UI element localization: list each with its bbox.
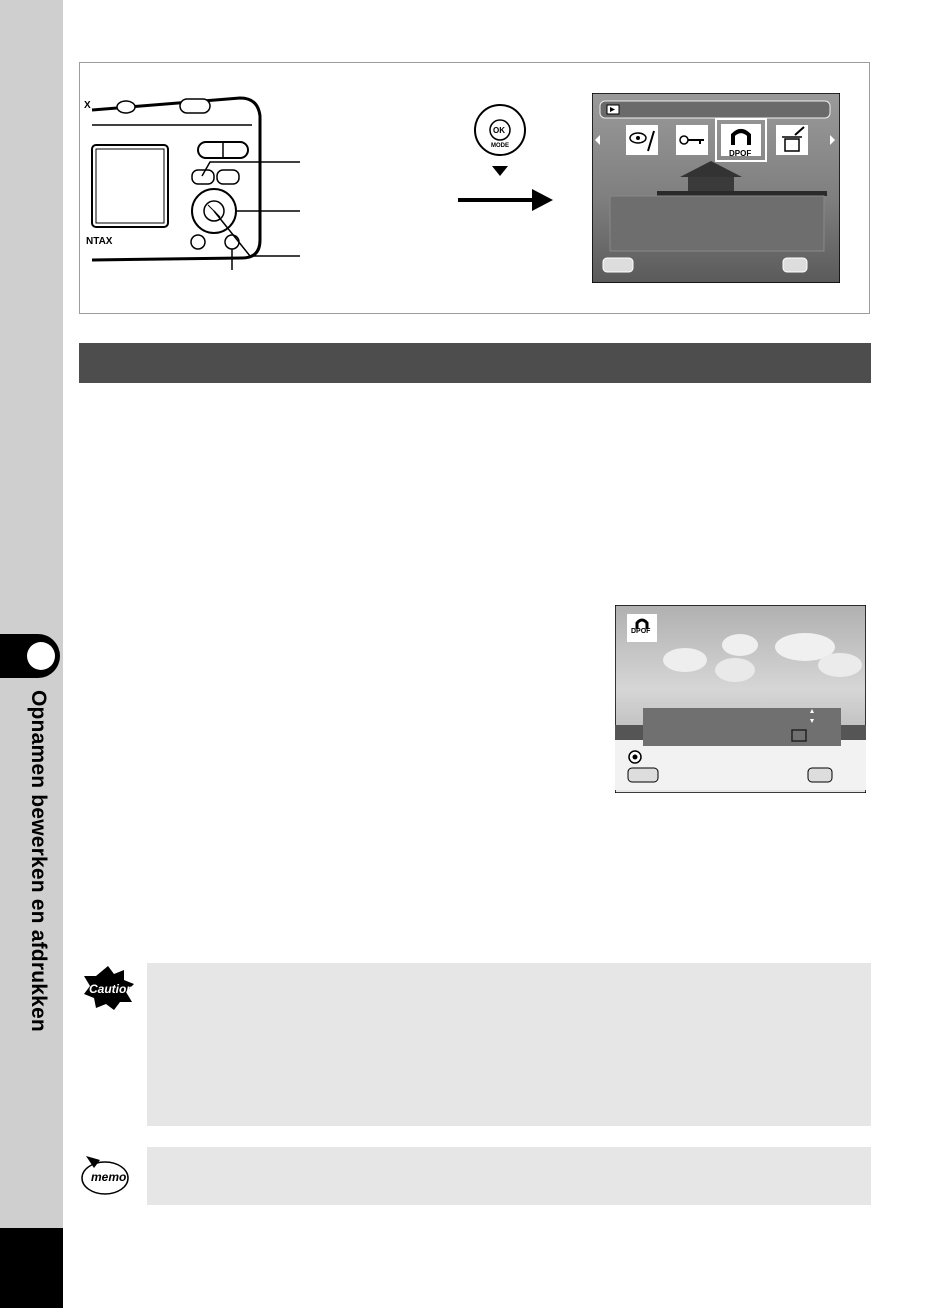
- four-way-controller-diagram: [470, 104, 540, 176]
- memo-icon-label: memo: [91, 1170, 127, 1184]
- caution-box: [147, 963, 871, 1126]
- playback-menu-screen: [592, 93, 840, 283]
- chapter-tab-marker: [0, 630, 64, 680]
- down-arrow-icon: [492, 166, 508, 176]
- section-header-bar: [79, 343, 871, 383]
- dpof-screen-label: DPOF: [631, 628, 651, 635]
- caution-icon-label: Caution: [89, 982, 134, 996]
- dpof-menu-label: DPOF: [729, 149, 752, 158]
- right-arrow-icon: [456, 185, 556, 215]
- camera-brand-top: X: [84, 100, 91, 111]
- dpof-settings-screen: [615, 605, 866, 793]
- camera-back-illustration: [80, 90, 320, 270]
- memo-box: [147, 1147, 871, 1205]
- ok-button-label: OK: [493, 126, 505, 135]
- mode-button-label: MODE: [491, 143, 509, 149]
- page-number-block: [0, 1228, 63, 1308]
- camera-brand-bottom: NTAX: [86, 236, 113, 247]
- chapter-title: Opnamen bewerken en afdrukken: [27, 690, 50, 1032]
